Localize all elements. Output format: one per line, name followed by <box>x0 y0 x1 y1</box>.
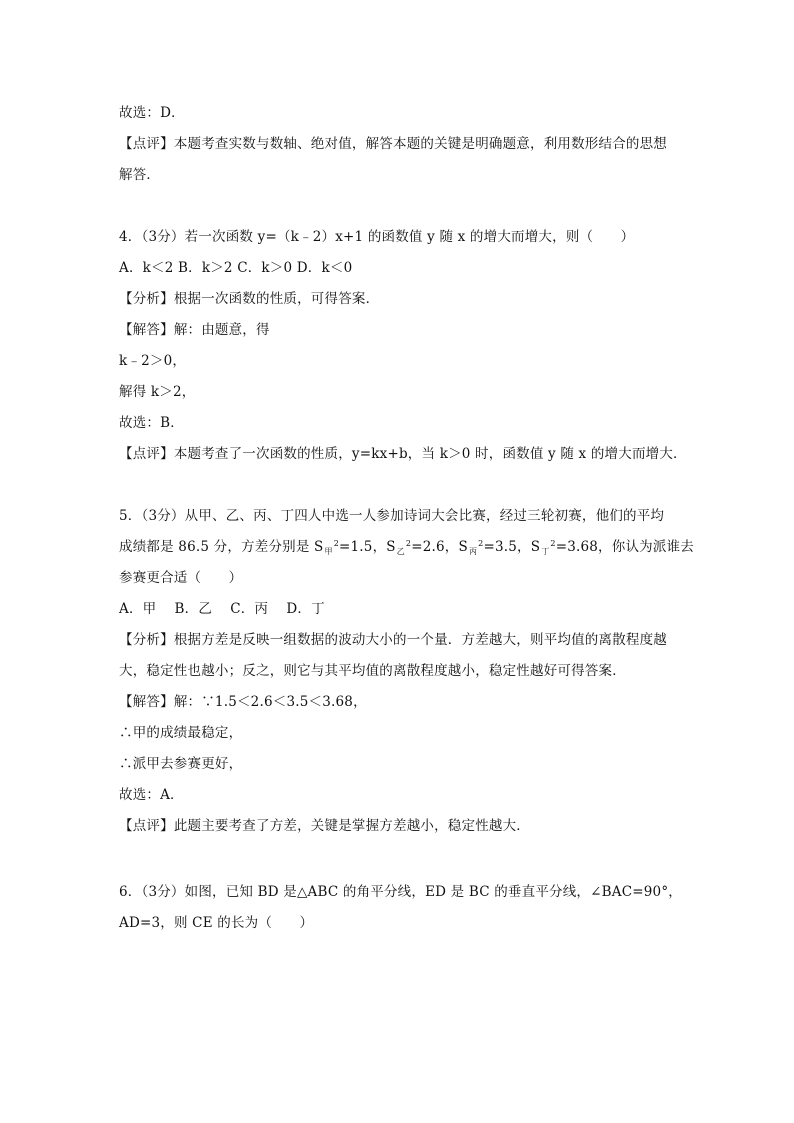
q4-options: A．k＜2 B．k＞2 C．k＞0 D．k＜0 <box>119 260 353 276</box>
analysis-text: 根据方差是反映一组数据的波动大小的一个量．方差越大，则平均值的离散程度越 <box>173 632 668 648</box>
variance-value: =1.5，S <box>338 539 396 555</box>
q3-comment-line1 <box>119 134 667 154</box>
q5-options: A．甲 B．乙 C．丙 D．丁 <box>119 601 325 617</box>
comment-text: 本题考查实数与数轴、绝对值，解答本题的关键是明确题意，利用数形结合的思想 <box>173 136 668 152</box>
q5-stem-line3: 参赛更合适（ ） <box>119 570 243 586</box>
variance-value: =2.6，S <box>411 539 468 555</box>
q5-analysis-line1 <box>119 630 667 650</box>
comment-text: 此题主要考查了方差，关键是掌握方差越小，稳定性越大． <box>173 818 531 834</box>
comment-tag: 【点评】 <box>119 446 174 462</box>
variance-value: =3.5，S <box>483 539 541 555</box>
q6-stem-line1: 6．（3分）如图，已知 BD 是△ABC 的角平分线，ED 是 BC 的垂直平分线，∠BAC=90°， <box>119 884 682 900</box>
variance-subscript: 丁 <box>541 547 550 556</box>
solution-tag: 【解答】 <box>119 322 174 338</box>
q5-analysis-line2: 大，稳定性也越小；反之，则它与其平均值的离散程度越小，稳定性越好可得答案． <box>119 663 626 679</box>
solution-text: 解：∵1.5＜2.6＜3.5＜3.68， <box>173 694 367 710</box>
variance-superscript: 2 <box>478 539 484 548</box>
q5-solution <box>119 692 367 712</box>
comment-text: 本题考查了一次函数的性质，y=kx+b，当 k＞0 时，函数值 y 随 x 的增大而增大． <box>173 446 687 462</box>
comment-tag: 【点评】 <box>119 136 174 152</box>
variance-superscript: 2 <box>550 539 556 548</box>
variance-value: =3.68，你认为派谁去 <box>555 539 694 555</box>
q3-comment-line2: 解答． <box>119 167 161 183</box>
q6-stem-line2: AD=3，则 CE 的长为（ ） <box>119 915 314 931</box>
q5-stem-line2 <box>119 537 694 559</box>
variance-subscript: 丙 <box>468 547 478 556</box>
analysis-tag: 【分析】 <box>119 291 174 307</box>
solution-text: 解：由题意，得 <box>173 322 270 338</box>
q4-stem: 4．（3分）若一次函数 y=（k﹣2）x+1 的函数值 y 随 x 的增大而增大，则（ ） <box>119 229 635 245</box>
q4-comment <box>119 444 687 464</box>
q5-stem-line1: 5．（3分）从甲、乙、丙、丁四人中选一人参加诗词大会比赛，经过三轮初赛，他们的平均 <box>119 508 665 524</box>
q5-comment <box>119 816 530 836</box>
q4-analysis <box>119 289 379 309</box>
q4-answer: 故选：B． <box>119 415 184 431</box>
q4-solution <box>119 320 270 340</box>
q4-step2: 解得 k＞2， <box>119 384 196 400</box>
comment-tag: 【点评】 <box>119 818 174 834</box>
q4-step1: k﹣2＞0， <box>119 353 187 369</box>
variance-subscript: 甲 <box>324 547 333 556</box>
analysis-tag: 【分析】 <box>119 632 174 648</box>
variance-superscript: 2 <box>405 539 412 548</box>
variance-superscript: 2 <box>333 539 339 548</box>
analysis-text: 根据一次函数的性质，可得答案． <box>173 291 380 307</box>
q5-stem-prefix: 成绩都是 86.5 分，方差分别是 S <box>119 539 324 555</box>
variance-subscript: 乙 <box>396 547 405 556</box>
solution-tag: 【解答】 <box>119 694 174 710</box>
q5-step2: ∴派甲去参赛更好， <box>119 756 243 772</box>
q5-answer: 故选：A． <box>119 787 184 803</box>
q3-answer: 故选：D． <box>119 105 185 121</box>
q5-step1: ∴甲的成绩最稳定， <box>119 725 243 741</box>
